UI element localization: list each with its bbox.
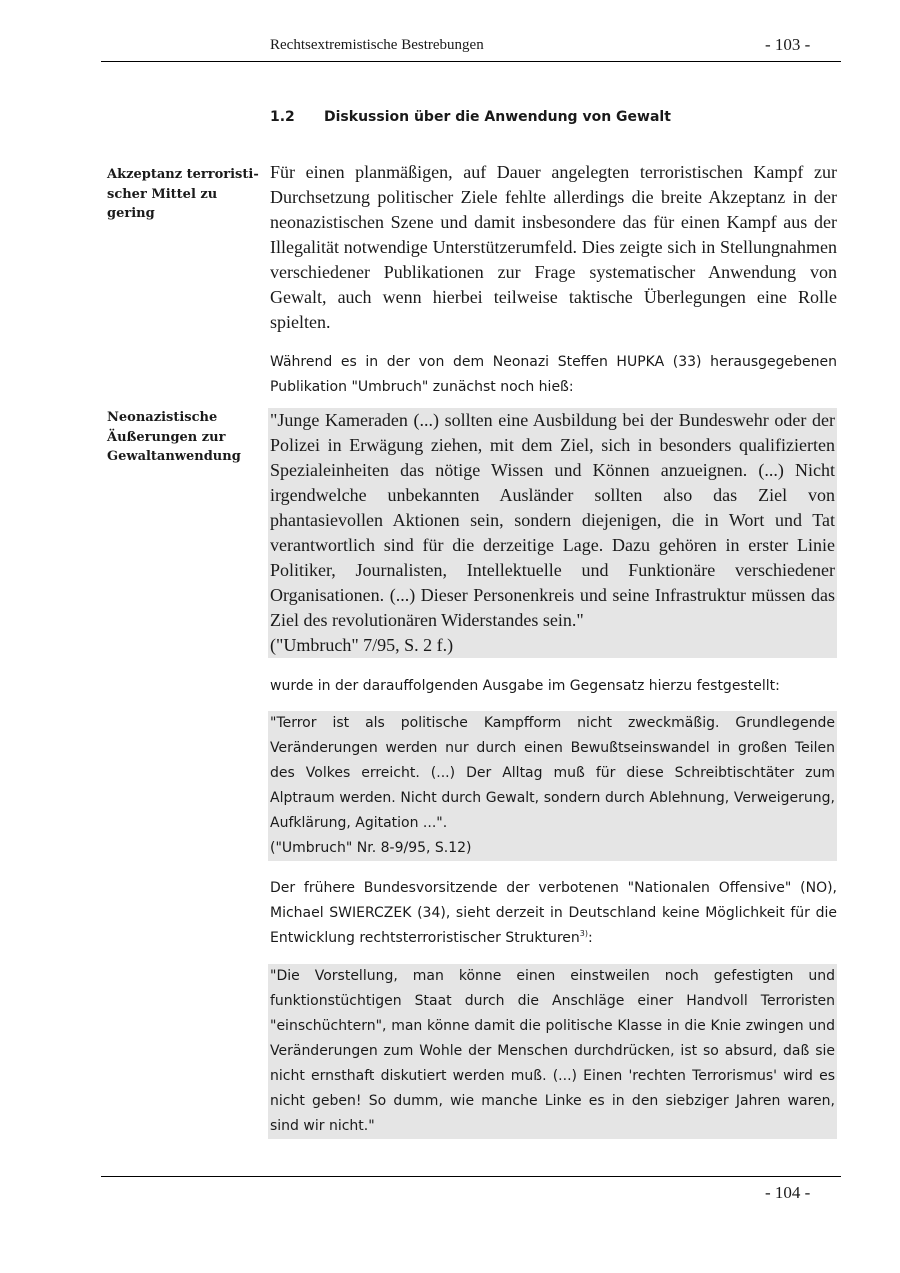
quote-umbruch-8-9-95: [268, 711, 837, 861]
margin-note-statements: [107, 408, 259, 467]
section-number: 1.2: [270, 109, 295, 125]
footnote-marker: 3): [579, 929, 588, 938]
margin-note-line: Neonazistische: [107, 410, 218, 425]
section-heading: [270, 109, 671, 125]
paragraph-1: Für einen planmäßigen, auf Dauer angelegten terroristischen Kampf zur Durchsetzung politischer Ziele fehlte allerdings die breite Akzeptanz in der neonazistischen Szene und damit insbesondere das für einen Kampf aus der Illegalität notwendige Unterstützerumfeld. Dies zeigte sich in Stellungnahmen verschiedener Publikationen zur Frage systematischer Anwendung von Gewalt, auch wenn hierbei teilweise taktische Überlegungen eine Rolle spielten.: [270, 162, 837, 332]
paragraph-4-text: Der frühere Bundesvorsitzende der verbotenen "Nationalen Offensive" (NO), Michael SWIERCZEK (34), sieht derzeit in Deutschland keine Möglichkeit für die Entwicklung rechtsterroristischer Strukturen: [270, 880, 837, 946]
paragraph-4: [270, 876, 837, 951]
paragraph-3: wurde in der darauffolgenden Ausgabe im Gegensatz hierzu festgestellt:: [270, 678, 780, 694]
margin-note-line: scher Mittel zu gering: [107, 186, 218, 221]
page-number-top: - 103 -: [765, 35, 811, 54]
section-title: Diskussion über die Anwendung von Gewalt: [324, 109, 671, 125]
running-header-title: Rechtsextremistische Bestrebungen: [270, 37, 484, 53]
margin-note-line: Akzeptanz terroristi-: [107, 167, 259, 182]
paragraph-2: Während es in der von dem Neonazi Steffen HUPKA (33) herausgegebenen Publikation "Umbruch" zunächst noch hieß:: [270, 354, 837, 395]
quote-text: "Die Vorstellung, man könne einen einstweilen noch gefestigten und funktionstüchtigen Staat durch die Anschläge einer Handvoll Terroristen "einschüchtern", man könne damit die politische Klasse in die Knie zwingen und Veränderungen zum Wohle der Menschen durchdrücken, ist so absurd, daß sie nicht ernsthaft diskutiert werden muß. (...) Einen 'rechten Terrorismus' wird es nicht geben! So dumm, wie manche Linke es in den siebziger Jahren waren, sind wir nicht.": [270, 968, 835, 1134]
page-number-bottom: - 104 -: [765, 1183, 811, 1202]
quote-swierczek: [268, 964, 837, 1139]
footer-rule: [101, 1176, 841, 1177]
margin-note-acceptance: [107, 165, 259, 224]
quote-source: ("Umbruch" Nr. 8-9/95, S.12): [270, 840, 472, 856]
quote-umbruch-7-95: [268, 408, 837, 658]
header-rule: [101, 61, 841, 62]
paragraph-4-end: :: [588, 930, 593, 946]
quote-source: ("Umbruch" 7/95, S. 2 f.): [270, 635, 454, 655]
margin-note-line: Äußerungen zur: [107, 429, 226, 445]
quote-text: "Junge Kameraden (...) sollten eine Ausbildung bei der Bundeswehr oder der Polizei in Erwägung ziehen, mit dem Ziel, sich in besonders qualifizierten Spezialeinheiten das nötige Wissen und Können anzueignen. (...) Nicht irgendwelche unbekannten Ausländer sollten also das Ziel von phantasievollen Aktionen sein, sondern diejenigen, die in Wort und Tat verantwortlich sind für die derzeitige Lage. Dazu gehören in erster Linie Politiker, Journalisten, Intellektuelle und Funktionäre verschiedener Organisationen. (...) Dieser Personenkreis und seine Infrastruktur müssen das Ziel des revolutionären Widerstandes sein.": [270, 410, 835, 630]
margin-note-line: Gewaltanwendung: [107, 449, 241, 464]
quote-text: "Terror ist als politische Kampfform nicht zweckmäßig. Grundlegende Veränderungen werden nur durch einen Bewußtseinswandel in großen Teilen des Volkes erreicht. (...) Der Alltag muß für diese Schreibtischtäter zum Alptraum werden. Nicht durch Gewalt, sondern durch Ablehnung, Verweigerung, Aufklärung, Agitation ...".: [270, 715, 835, 831]
